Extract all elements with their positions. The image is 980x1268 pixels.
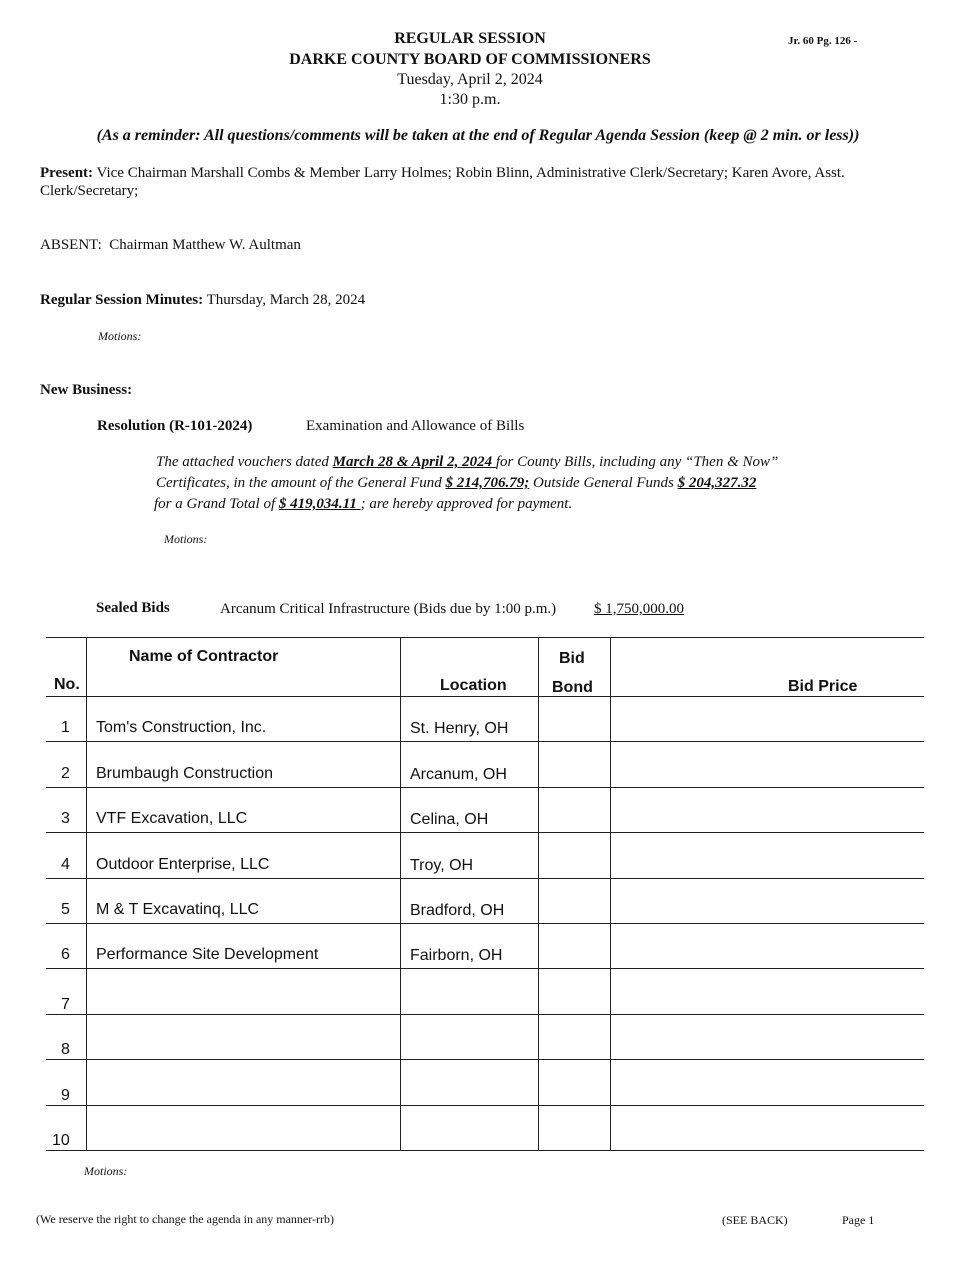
present-list: Vice Chairman Marshall Combs & Member Larry Holmes; Robin Blinn, Administrative Clerk/Secretary; Karen Avore, Asst. Clerk/Secretary; [40, 165, 845, 199]
table-column-divider [86, 637, 87, 1150]
contractor-location: Troy, OH [410, 857, 474, 874]
journal-page-ref: Jr. 60 Pg. 126 - [788, 35, 858, 47]
new-business-label: New Business: [40, 382, 133, 398]
voucher-dates: March 28 & April 2, 2024 [332, 454, 496, 470]
resolution-title: Examination and Allowance of Bills [306, 418, 525, 434]
table-row-divider [46, 696, 924, 697]
table-row-divider [46, 878, 924, 879]
table-row-divider [46, 1014, 924, 1015]
absent-list: Chairman Matthew W. Aultman [109, 237, 301, 253]
bid-motions: Motions: [84, 1164, 128, 1178]
header-name-of-contractor: Name of Contractor [129, 648, 279, 665]
table-row-divider [46, 832, 924, 833]
contractor-name: Brumbaugh Construction [96, 765, 273, 782]
body-text: for a Grand Total of [154, 496, 279, 512]
header-bid: Bid [559, 650, 585, 667]
agenda-disclaimer: (We reserve the right to change the agenda in any manner-rrb) [36, 1212, 334, 1226]
contractor-location: Fairborn, OH [410, 947, 503, 964]
minutes-motions: Motions: [98, 329, 142, 343]
table-column-divider [610, 637, 611, 1150]
table-column-divider [400, 637, 401, 1150]
header-bid-price: Bid Price [788, 678, 858, 695]
row-number: 7 [61, 996, 70, 1013]
row-number: 6 [61, 946, 70, 963]
contractor-location: Celina, OH [410, 811, 489, 828]
body-text: ; are hereby approved for payment. [360, 496, 573, 512]
row-number: 8 [61, 1041, 70, 1058]
minutes-label: Regular Session Minutes: [40, 292, 204, 308]
table-row-divider [46, 1150, 924, 1151]
contractor-name: M & T Excavatinq, LLC [96, 901, 260, 918]
outside-funds-amount: $ 204,327.32 [677, 475, 757, 491]
header-no: No. [54, 676, 80, 693]
meeting-date: Tuesday, April 2, 2024 [397, 71, 543, 88]
page-number: Page 1 [842, 1213, 875, 1227]
resolution-motions: Motions: [164, 532, 208, 546]
board-name: DARKE COUNTY BOARD OF COMMISSIONERS [289, 51, 651, 68]
contractor-name: Outdoor Enterprise, LLC [96, 856, 270, 873]
row-number: 10 [52, 1132, 70, 1149]
body-text: for County Bills, including any “Then & Now” [495, 454, 779, 470]
table-row-divider [46, 923, 924, 924]
absent-label: ABSENT: [40, 237, 102, 253]
row-number: 4 [61, 856, 70, 873]
header-bond: Bond [552, 679, 593, 696]
body-text: The attached vouchers dated [156, 454, 333, 470]
contractor-location: St. Henry, OH [410, 720, 509, 737]
row-number: 3 [61, 810, 70, 827]
table-row-divider [46, 968, 924, 969]
table-column-divider [538, 637, 539, 1150]
grand-total-amount: $ 419,034.11 [278, 496, 361, 512]
row-number: 5 [61, 901, 70, 918]
contractor-location: Arcanum, OH [410, 766, 507, 783]
contractor-name: VTF Excavation, LLC [96, 810, 248, 827]
minutes-date: Thursday, March 28, 2024 [206, 292, 366, 308]
general-fund-amount: $ 214,706.79; [445, 475, 530, 491]
body-text: Outside General Funds [529, 475, 678, 491]
session-title: REGULAR SESSION [394, 30, 546, 47]
contractor-name: Performance Site Development [96, 946, 319, 963]
header-location: Location [440, 677, 507, 694]
table-row-divider [46, 787, 924, 788]
present-label: Present: [40, 165, 94, 181]
table-row-divider [46, 637, 924, 638]
table-row-divider [46, 1105, 924, 1106]
row-number: 1 [61, 719, 70, 736]
see-back-note: (SEE BACK) [722, 1213, 788, 1227]
contractor-name: Tom's Construction, Inc. [96, 719, 267, 736]
resolution-id: Resolution (R-101-2024) [97, 418, 253, 434]
row-number: 2 [61, 765, 70, 782]
reminder-note: (As a reminder: All questions/comments will be taken at the end of Regular Agenda Session (keep @ 2 min. or less)) [96, 127, 860, 144]
table-row-divider [46, 741, 924, 742]
sealed-bids-amount: $ 1,750,000.00 [594, 601, 684, 617]
sealed-bids-label: Sealed Bids [96, 600, 170, 616]
table-row-divider [46, 1059, 924, 1060]
sealed-bids-description: Arcanum Critical Infrastructure (Bids due by 1:00 p.m.) [220, 601, 557, 617]
body-text: Certificates, in the amount of the General Fund [156, 475, 446, 491]
contractor-location: Bradford, OH [410, 902, 505, 919]
row-number: 9 [61, 1087, 70, 1104]
meeting-time: 1:30 p.m. [439, 91, 501, 108]
